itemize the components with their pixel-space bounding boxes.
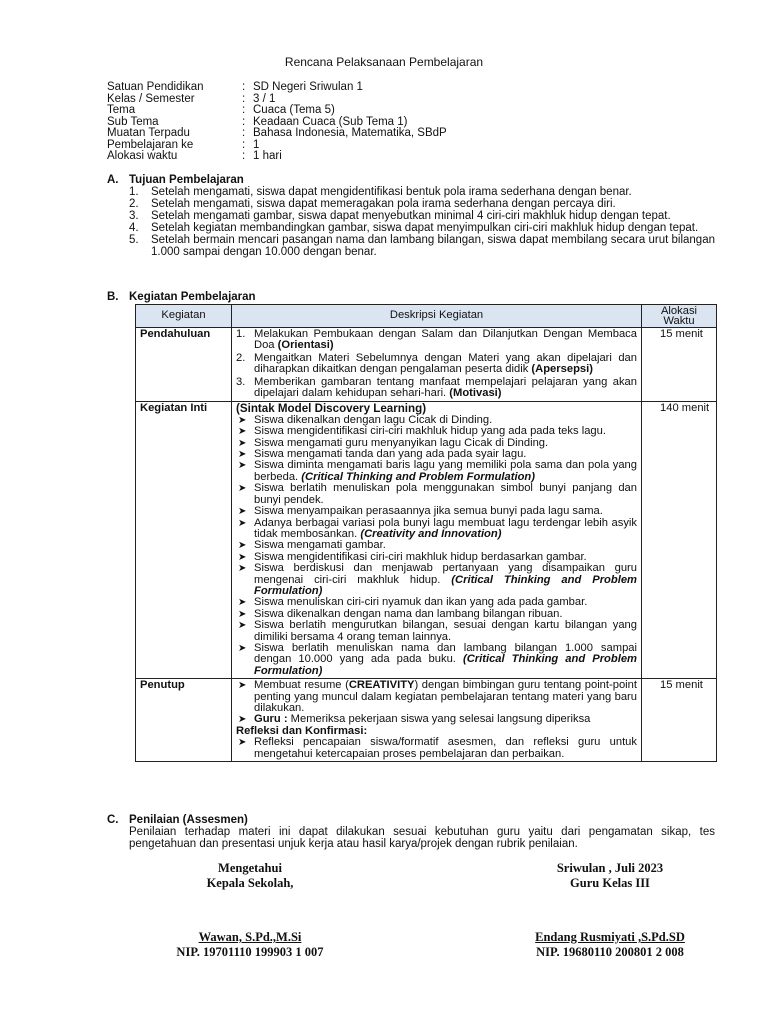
arrow-bullet-icon: ➤ <box>238 460 247 472</box>
cell-penutup-name: Penutup <box>136 679 232 762</box>
signature-left: Mengetahui Kepala Sekolah, Wawan, S.Pd.,M.Si NIP. 19701110 199903 1 007 <box>150 861 350 960</box>
info-colon: : <box>242 150 246 162</box>
cell-pendahuluan-desc <box>232 328 642 402</box>
info-key: Tema <box>107 104 136 116</box>
arrow-bullet-icon: ➤ <box>238 620 247 632</box>
list-item: ➤ Siswa berlatih mengurutkan bilangan, sesuai dengan kartu bilangan yang dimiliki bersama 4 orang teman lainnya. <box>238 619 637 643</box>
arrow-bullet-icon: ➤ <box>238 483 247 495</box>
list-item: ➤ Siswa berlatih menuliskan pola menggunakan simbol bunyi panjang dan bunyi pendek. <box>238 482 637 506</box>
info-colon: : <box>242 81 246 93</box>
info-row <box>107 150 607 162</box>
info-value: 3 / 1 <box>253 92 276 105</box>
arrow-bullet-icon: ➤ <box>238 551 247 563</box>
tujuan-list <box>129 186 715 258</box>
arrow-bullet-icon: ➤ <box>238 517 247 529</box>
list-item: 1. Melakukan Pembukaan dengan Salam dan Dilanjutkan Dengan Membaca Doa (Orientasi) <box>236 328 637 352</box>
list-item: 1. Setelah mengamati, siswa dapat mengidentifikasi bentuk pola irama sederhana dengan benar. <box>129 186 632 198</box>
list-item: ➤ Siswa berdiskusi dan menjawab pertanyaan yang disampaikan guru mengenai ciri-ciri makhluk hidup. (Critical Thinking and Problem Formulation) <box>238 562 637 597</box>
info-row <box>107 127 607 139</box>
info-colon: : <box>242 127 246 139</box>
arrow-bullet-icon: ➤ <box>238 642 247 654</box>
info-colon: : <box>242 92 246 105</box>
info-row <box>107 104 607 116</box>
refleksi-heading: Refleksi dan Konfirmasi: <box>236 724 368 737</box>
list-item: ➤ Siswa dikenalkan dengan nama dan lambang bilangan ribuan. <box>238 607 563 620</box>
list-item: ➤ Membuat resume (CREATIVITY) dengan bimbingan guru tentang point-point penting yang muncul dalam kegiatan pembelajaran tentang materi yang baru dilakukan. <box>238 679 637 714</box>
info-key: Satuan Pendidikan <box>107 81 204 93</box>
info-row <box>107 139 607 151</box>
arrow-bullet-icon: ➤ <box>238 506 247 518</box>
arrow-bullet-icon: ➤ <box>238 437 247 449</box>
list-item: 2. Mengaitkan Materi Sebelumnya dengan Materi yang akan dipelajari dan diharapkan dikaitkan dengan pengalaman peserta didik (Apersepsi) <box>236 351 637 376</box>
list-item: ➤ Siswa mengamati guru menyanyikan lagu Cicak di Dinding. <box>238 436 549 449</box>
section-a-heading: A. Tujuan Pembelajaran <box>107 174 244 186</box>
document-title: Rencana Pelaksanaan Pembelajaran <box>284 55 484 69</box>
signature-right: Sriwulan , Juli 2023 Guru Kelas III Endang Rusmiyati ,S.Pd.SD NIP. 19680110 200801 2 008 <box>500 861 720 960</box>
info-colon: : <box>242 138 246 151</box>
header-alokasi: Alokasi Waktu <box>642 305 717 328</box>
info-row <box>107 93 607 105</box>
arrow-bullet-icon: ➤ <box>238 714 247 726</box>
cell-penutup-time: 15 menit <box>642 679 717 762</box>
list-item: 3. Setelah mengamati gambar, siswa dapat menyebutkan minimal 4 ciri-ciri makhluk hidup dengan tepat. <box>129 210 671 222</box>
guru-kelas-nip: NIP. 19680110 200801 2 008 <box>536 945 684 959</box>
info-key: Pembelajaran ke <box>107 138 194 151</box>
info-value: 1 <box>253 138 260 151</box>
table-row-penutup <box>136 679 717 762</box>
header-kegiatan: Kegiatan <box>136 305 232 328</box>
table-row-pendahuluan <box>136 328 717 402</box>
info-row <box>107 116 607 128</box>
list-item: ➤ Siswa mengidentifikasi ciri-ciri makhluk hidup berdasarkan gambar. <box>238 550 587 563</box>
list-item: 2. Setelah mengamati, siswa dapat memeragakan pola irama sederhana dengan percaya diri. <box>129 198 616 210</box>
arrow-bullet-icon: ➤ <box>238 563 247 575</box>
kegiatan-table <box>135 304 717 762</box>
list-item: ➤ Siswa berlatih menuliskan nama dan lambang bilangan 1.000 sampai dengan 10.000 yang ada pada buku. (Critical Thinking and Problem Formulation) <box>238 641 637 677</box>
list-item: ➤ Guru : Memeriksa pekerjaan siswa yang selesai langsung diperiksa <box>238 713 591 726</box>
list-item: ➤ Refleksi pencapaian siswa/formatif asesmen, dan refleksi guru untuk mengetahui ketercapaian proses pembelajaran dan perbaikan. <box>238 736 637 760</box>
list-item: ➤ Siswa mengamati gambar. <box>238 539 386 552</box>
info-colon: : <box>242 115 246 128</box>
arrow-bullet-icon: ➤ <box>238 540 247 552</box>
section-c-heading: C. Penilaian (Assesmen) <box>107 814 248 826</box>
list-item: 4. Setelah kegiatan membandingkan gambar, siswa dapat menyimpulkan ciri-ciri makhluk hidup dengan tepat. <box>129 222 699 234</box>
list-item: ➤ Siswa diminta mengamati baris lagu yang memiliki pola sama dan pola yang berbeda. (Critical Thinking and Problem Formulation) <box>238 459 637 483</box>
cell-inti-desc <box>232 402 642 679</box>
list-item: 5. Setelah bermain mencari pasangan nama dan lambang bilangan, siswa dapat membilang secara urut bilangan 1.000 sampai dengan 10.000 dengan benar. <box>129 234 715 258</box>
info-value: Keadaan Cuaca (Sub Tema 1) <box>253 115 408 128</box>
kepala-sekolah-name: Wawan, S.Pd.,M.Si <box>198 930 302 944</box>
list-item: ➤ Adanya berbagai variasi pola bunyi lagu membuat lagu terdengar lebih asyik tidak membosankan. (Creativity and Innovation) <box>238 516 637 540</box>
arrow-bullet-icon: ➤ <box>238 414 247 426</box>
kepala-sekolah-nip: NIP. 19701110 199903 1 007 <box>176 945 324 959</box>
list-item: ➤ Siswa menuliskan ciri-ciri nyamuk dan ikan yang ada pada gambar. <box>238 596 588 609</box>
info-colon: : <box>242 104 246 116</box>
arrow-bullet-icon: ➤ <box>238 608 247 620</box>
header-deskripsi: Deskripsi Kegiatan <box>232 305 642 328</box>
table-row-inti <box>136 402 717 679</box>
table-header-row <box>136 305 717 328</box>
cell-pendahuluan-time: 15 menit <box>642 328 717 402</box>
section-b-heading: B. Kegiatan Pembelajaran <box>107 291 256 303</box>
list-item: ➤ Siswa mengamati tanda dan yang ada pada syair lagu. <box>238 448 527 461</box>
arrow-bullet-icon: ➤ <box>238 426 247 438</box>
info-key: Muatan Terpadu <box>107 127 190 139</box>
arrow-bullet-icon: ➤ <box>238 597 247 609</box>
list-item: ➤ Siswa dikenalkan dengan lagu Cicak di Dinding. <box>238 413 493 426</box>
info-value: SD Negeri Sriwulan 1 <box>253 81 363 93</box>
info-value: Cuaca (Tema 5) <box>253 104 335 116</box>
cell-inti-time: 140 menit <box>642 402 717 679</box>
inti-heading: (Sintak Model Discovery Learning) <box>236 402 427 416</box>
cell-penutup-desc <box>232 679 642 762</box>
guru-kelas-name: Endang Rusmiyati ,S.Pd.SD <box>535 930 685 944</box>
list-item: ➤ Siswa mengidentifikasi ciri-ciri makhluk hidup yang ada pada teks lagu. <box>238 425 606 438</box>
penilaian-text: Penilaian terhadap materi ini dapat dilakukan sesuai kebutuhan guru yaitu dari pengamatan sikap, tes pengetahuan dan presentasi unjuk kerja atau hasil karya/projek dengan rubrik penilaian. <box>129 826 715 850</box>
cell-inti-name: Kegiatan Inti <box>136 402 232 679</box>
list-item: 3. Memberikan gambaran tentang manfaat mempelajari pelajaran yang akan dipelajari dalam kehidupan sehari-hari. (Motivasi) <box>236 375 637 400</box>
info-value: 1 hari <box>253 150 282 162</box>
info-row <box>107 81 607 93</box>
info-key: Alokasi waktu <box>107 150 178 162</box>
info-key: Sub Tema <box>107 115 159 128</box>
arrow-bullet-icon: ➤ <box>238 449 247 461</box>
arrow-bullet-icon: ➤ <box>238 680 247 692</box>
info-value: Bahasa Indonesia, Matematika, SBdP <box>253 127 447 139</box>
arrow-bullet-icon: ➤ <box>238 737 247 749</box>
cell-pendahuluan-name: Pendahuluan <box>136 328 232 402</box>
info-block <box>107 81 607 162</box>
list-item: ➤ Siswa menyampaikan perasaannya jika semua bunyi pada lagu sama. <box>238 505 603 518</box>
info-key: Kelas / Semester <box>107 92 195 105</box>
